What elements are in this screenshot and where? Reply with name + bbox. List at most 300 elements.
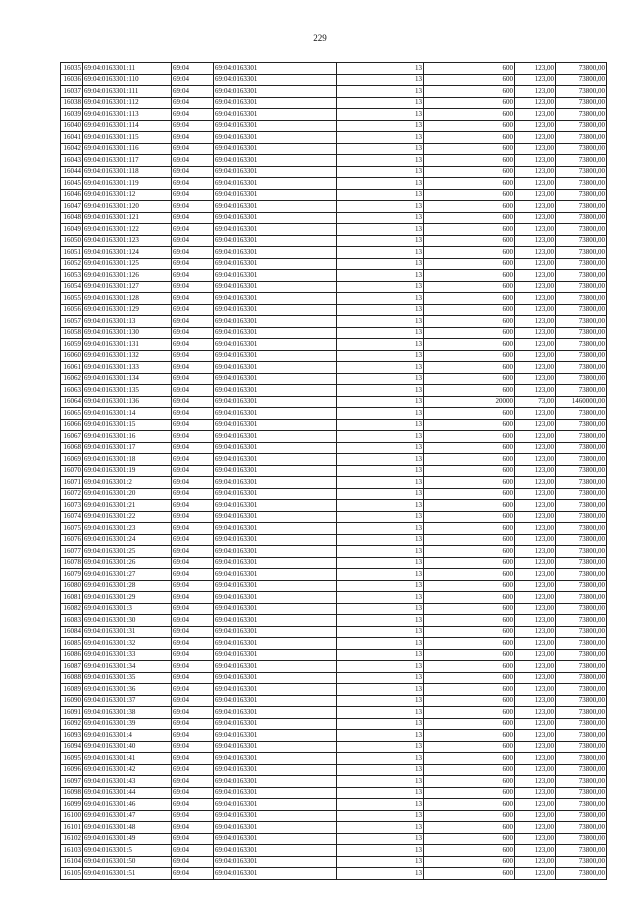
table-row bbox=[61, 856, 607, 868]
cadastral-number-cell: 69:04:0163301:32 bbox=[83, 638, 172, 650]
row-number-cell: 16062 bbox=[61, 373, 83, 385]
table-row bbox=[61, 304, 607, 316]
area-cell: 600 bbox=[424, 431, 515, 443]
region-code-cell: 69:04 bbox=[172, 626, 214, 638]
cadastral-value-cell: 73800,00 bbox=[556, 454, 607, 466]
row-number-cell: 16083 bbox=[61, 615, 83, 627]
cadastral-number-cell: 69:04:0163301:33 bbox=[83, 649, 172, 661]
region-code-cell: 69:04 bbox=[172, 442, 214, 454]
category-code-cell: 13 bbox=[337, 707, 424, 719]
row-number-cell: 16101 bbox=[61, 822, 83, 834]
table-row bbox=[61, 373, 607, 385]
unit-price-cell: 123,00 bbox=[515, 845, 556, 857]
area-cell: 600 bbox=[424, 730, 515, 742]
unit-price-cell: 123,00 bbox=[515, 385, 556, 397]
cadastral-number-cell: 69:04:0163301:31 bbox=[83, 626, 172, 638]
table-row bbox=[61, 741, 607, 753]
category-code-cell: 13 bbox=[337, 557, 424, 569]
unit-price-cell: 123,00 bbox=[515, 442, 556, 454]
table-row bbox=[61, 488, 607, 500]
category-code-cell: 13 bbox=[337, 833, 424, 845]
table-row bbox=[61, 63, 607, 75]
cadastral-value-cell: 73800,00 bbox=[556, 753, 607, 765]
row-number-cell: 16052 bbox=[61, 258, 83, 270]
cadastral-number-cell: 69:04:0163301:25 bbox=[83, 546, 172, 558]
unit-price-cell: 123,00 bbox=[515, 281, 556, 293]
area-cell: 600 bbox=[424, 86, 515, 98]
category-code-cell: 13 bbox=[337, 293, 424, 305]
cadastral-value-cell: 73800,00 bbox=[556, 97, 607, 109]
table-row bbox=[61, 684, 607, 696]
cadastral-value-cell: 73800,00 bbox=[556, 270, 607, 282]
cadastral-value-cell: 73800,00 bbox=[556, 684, 607, 696]
cadastral-block-cell: 69:04:0163301 bbox=[214, 615, 337, 627]
region-code-cell: 69:04 bbox=[172, 373, 214, 385]
cadastral-block-cell: 69:04:0163301 bbox=[214, 511, 337, 523]
cadastral-value-cell: 73800,00 bbox=[556, 316, 607, 328]
category-code-cell: 13 bbox=[337, 730, 424, 742]
table-row bbox=[61, 557, 607, 569]
cadastral-block-cell: 69:04:0163301 bbox=[214, 730, 337, 742]
category-code-cell: 13 bbox=[337, 178, 424, 190]
cadastral-block-cell: 69:04:0163301 bbox=[214, 385, 337, 397]
cadastral-number-cell: 69:04:0163301:12 bbox=[83, 189, 172, 201]
table-row bbox=[61, 419, 607, 431]
category-code-cell: 13 bbox=[337, 649, 424, 661]
cadastral-value-cell: 73800,00 bbox=[556, 626, 607, 638]
category-code-cell: 13 bbox=[337, 132, 424, 144]
unit-price-cell: 123,00 bbox=[515, 143, 556, 155]
region-code-cell: 69:04 bbox=[172, 97, 214, 109]
table-row bbox=[61, 615, 607, 627]
row-number-cell: 16050 bbox=[61, 235, 83, 247]
row-number-cell: 16099 bbox=[61, 799, 83, 811]
cadastral-value-cell: 73800,00 bbox=[556, 695, 607, 707]
cadastral-number-cell: 69:04:0163301:14 bbox=[83, 408, 172, 420]
cadastral-number-cell: 69:04:0163301:112 bbox=[83, 97, 172, 109]
cadastral-value-cell: 73800,00 bbox=[556, 166, 607, 178]
cadastral-block-cell: 69:04:0163301 bbox=[214, 316, 337, 328]
cadastral-number-cell: 69:04:0163301:48 bbox=[83, 822, 172, 834]
cadastral-block-cell: 69:04:0163301 bbox=[214, 810, 337, 822]
region-code-cell: 69:04 bbox=[172, 178, 214, 190]
unit-price-cell: 123,00 bbox=[515, 718, 556, 730]
cadastral-number-cell: 69:04:0163301:24 bbox=[83, 534, 172, 546]
table-row bbox=[61, 845, 607, 857]
row-number-cell: 16036 bbox=[61, 74, 83, 86]
category-code-cell: 13 bbox=[337, 258, 424, 270]
region-code-cell: 69:04 bbox=[172, 454, 214, 466]
category-code-cell: 13 bbox=[337, 488, 424, 500]
unit-price-cell: 123,00 bbox=[515, 764, 556, 776]
category-code-cell: 13 bbox=[337, 212, 424, 224]
cadastral-block-cell: 69:04:0163301 bbox=[214, 293, 337, 305]
cadastral-number-cell: 69:04:0163301:130 bbox=[83, 327, 172, 339]
cadastral-number-cell: 69:04:0163301:28 bbox=[83, 580, 172, 592]
cadastral-number-cell: 69:04:0163301:121 bbox=[83, 212, 172, 224]
cadastral-block-cell: 69:04:0163301 bbox=[214, 373, 337, 385]
unit-price-cell: 123,00 bbox=[515, 753, 556, 765]
cadastral-block-cell: 69:04:0163301 bbox=[214, 868, 337, 880]
row-number-cell: 16082 bbox=[61, 603, 83, 615]
row-number-cell: 16095 bbox=[61, 753, 83, 765]
unit-price-cell: 123,00 bbox=[515, 776, 556, 788]
row-number-cell: 16079 bbox=[61, 569, 83, 581]
cadastral-block-cell: 69:04:0163301 bbox=[214, 74, 337, 86]
cadastral-value-cell: 73800,00 bbox=[556, 580, 607, 592]
category-code-cell: 13 bbox=[337, 431, 424, 443]
region-code-cell: 69:04 bbox=[172, 500, 214, 512]
cadastral-value-cell: 73800,00 bbox=[556, 109, 607, 121]
area-cell: 600 bbox=[424, 523, 515, 535]
category-code-cell: 13 bbox=[337, 86, 424, 98]
unit-price-cell: 123,00 bbox=[515, 247, 556, 259]
area-cell: 600 bbox=[424, 845, 515, 857]
cadastral-value-cell: 73800,00 bbox=[556, 776, 607, 788]
unit-price-cell: 123,00 bbox=[515, 201, 556, 213]
table-row bbox=[61, 339, 607, 351]
cadastral-block-cell: 69:04:0163301 bbox=[214, 557, 337, 569]
cadastral-number-cell: 69:04:0163301:136 bbox=[83, 396, 172, 408]
unit-price-cell: 123,00 bbox=[515, 638, 556, 650]
region-code-cell: 69:04 bbox=[172, 488, 214, 500]
cadastral-number-cell: 69:04:0163301:21 bbox=[83, 500, 172, 512]
cadastral-block-cell: 69:04:0163301 bbox=[214, 626, 337, 638]
table-row bbox=[61, 787, 607, 799]
region-code-cell: 69:04 bbox=[172, 672, 214, 684]
cadastral-number-cell: 69:04:0163301:42 bbox=[83, 764, 172, 776]
row-number-cell: 16080 bbox=[61, 580, 83, 592]
cadastral-value-cell: 73800,00 bbox=[556, 132, 607, 144]
cadastral-value-cell: 73800,00 bbox=[556, 419, 607, 431]
cadastral-value-cell: 73800,00 bbox=[556, 304, 607, 316]
cadastral-block-cell: 69:04:0163301 bbox=[214, 201, 337, 213]
table-row bbox=[61, 247, 607, 259]
row-number-cell: 16100 bbox=[61, 810, 83, 822]
cadastral-block-cell: 69:04:0163301 bbox=[214, 339, 337, 351]
area-cell: 600 bbox=[424, 270, 515, 282]
unit-price-cell: 123,00 bbox=[515, 695, 556, 707]
table-row bbox=[61, 155, 607, 167]
area-cell: 600 bbox=[424, 557, 515, 569]
region-code-cell: 69:04 bbox=[172, 603, 214, 615]
cadastral-block-cell: 69:04:0163301 bbox=[214, 546, 337, 558]
cadastral-value-cell: 73800,00 bbox=[556, 247, 607, 259]
category-code-cell: 13 bbox=[337, 500, 424, 512]
unit-price-cell: 123,00 bbox=[515, 373, 556, 385]
area-cell: 600 bbox=[424, 776, 515, 788]
unit-price-cell: 123,00 bbox=[515, 810, 556, 822]
area-cell: 600 bbox=[424, 638, 515, 650]
region-code-cell: 69:04 bbox=[172, 109, 214, 121]
area-cell: 600 bbox=[424, 626, 515, 638]
cadastral-number-cell: 69:04:0163301:127 bbox=[83, 281, 172, 293]
region-code-cell: 69:04 bbox=[172, 74, 214, 86]
cadastral-number-cell: 69:04:0163301:22 bbox=[83, 511, 172, 523]
row-number-cell: 16085 bbox=[61, 638, 83, 650]
category-code-cell: 13 bbox=[337, 396, 424, 408]
cadastral-block-cell: 69:04:0163301 bbox=[214, 534, 337, 546]
row-number-cell: 16105 bbox=[61, 868, 83, 880]
table-row bbox=[61, 776, 607, 788]
region-code-cell: 69:04 bbox=[172, 350, 214, 362]
category-code-cell: 13 bbox=[337, 787, 424, 799]
area-cell: 600 bbox=[424, 477, 515, 489]
category-code-cell: 13 bbox=[337, 534, 424, 546]
cadastral-block-cell: 69:04:0163301 bbox=[214, 845, 337, 857]
unit-price-cell: 123,00 bbox=[515, 488, 556, 500]
unit-price-cell: 123,00 bbox=[515, 868, 556, 880]
table-row bbox=[61, 569, 607, 581]
unit-price-cell: 123,00 bbox=[515, 132, 556, 144]
row-number-cell: 16061 bbox=[61, 362, 83, 374]
region-code-cell: 69:04 bbox=[172, 385, 214, 397]
region-code-cell: 69:04 bbox=[172, 316, 214, 328]
table-row bbox=[61, 707, 607, 719]
category-code-cell: 13 bbox=[337, 270, 424, 282]
cadastral-block-cell: 69:04:0163301 bbox=[214, 672, 337, 684]
row-number-cell: 16059 bbox=[61, 339, 83, 351]
region-code-cell: 69:04 bbox=[172, 718, 214, 730]
table-row bbox=[61, 695, 607, 707]
category-code-cell: 13 bbox=[337, 776, 424, 788]
area-cell: 600 bbox=[424, 339, 515, 351]
unit-price-cell: 123,00 bbox=[515, 454, 556, 466]
region-code-cell: 69:04 bbox=[172, 224, 214, 236]
category-code-cell: 13 bbox=[337, 868, 424, 880]
row-number-cell: 16068 bbox=[61, 442, 83, 454]
cadastral-number-cell: 69:04:0163301:122 bbox=[83, 224, 172, 236]
region-code-cell: 69:04 bbox=[172, 465, 214, 477]
category-code-cell: 13 bbox=[337, 201, 424, 213]
category-code-cell: 13 bbox=[337, 695, 424, 707]
cadastral-block-cell: 69:04:0163301 bbox=[214, 661, 337, 673]
cadastral-block-cell: 69:04:0163301 bbox=[214, 350, 337, 362]
area-cell: 600 bbox=[424, 569, 515, 581]
cadastral-number-cell: 69:04:0163301:128 bbox=[83, 293, 172, 305]
cadastral-value-cell: 73800,00 bbox=[556, 362, 607, 374]
cadastral-number-cell: 69:04:0163301:11 bbox=[83, 63, 172, 75]
cadastral-block-cell: 69:04:0163301 bbox=[214, 833, 337, 845]
row-number-cell: 16089 bbox=[61, 684, 83, 696]
category-code-cell: 13 bbox=[337, 339, 424, 351]
area-cell: 600 bbox=[424, 120, 515, 132]
table-row bbox=[61, 523, 607, 535]
unit-price-cell: 123,00 bbox=[515, 557, 556, 569]
row-number-cell: 16066 bbox=[61, 419, 83, 431]
cadastral-number-cell: 69:04:0163301:49 bbox=[83, 833, 172, 845]
cadastral-block-cell: 69:04:0163301 bbox=[214, 189, 337, 201]
unit-price-cell: 123,00 bbox=[515, 86, 556, 98]
table-row bbox=[61, 500, 607, 512]
unit-price-cell: 123,00 bbox=[515, 569, 556, 581]
area-cell: 600 bbox=[424, 373, 515, 385]
cadastral-block-cell: 69:04:0163301 bbox=[214, 212, 337, 224]
category-code-cell: 13 bbox=[337, 764, 424, 776]
cadastral-block-cell: 69:04:0163301 bbox=[214, 304, 337, 316]
cadastral-value-cell: 73800,00 bbox=[556, 477, 607, 489]
cadastral-block-cell: 69:04:0163301 bbox=[214, 741, 337, 753]
area-cell: 600 bbox=[424, 247, 515, 259]
cadastral-value-cell: 73800,00 bbox=[556, 224, 607, 236]
region-code-cell: 69:04 bbox=[172, 477, 214, 489]
unit-price-cell: 123,00 bbox=[515, 97, 556, 109]
row-number-cell: 16035 bbox=[61, 63, 83, 75]
region-code-cell: 69:04 bbox=[172, 810, 214, 822]
unit-price-cell: 73,00 bbox=[515, 396, 556, 408]
cadastral-value-cell: 73800,00 bbox=[556, 615, 607, 627]
area-cell: 600 bbox=[424, 810, 515, 822]
cadastral-number-cell: 69:04:0163301:131 bbox=[83, 339, 172, 351]
row-number-cell: 16077 bbox=[61, 546, 83, 558]
cadastral-block-cell: 69:04:0163301 bbox=[214, 787, 337, 799]
area-cell: 600 bbox=[424, 212, 515, 224]
table-row bbox=[61, 396, 607, 408]
table-row bbox=[61, 201, 607, 213]
unit-price-cell: 123,00 bbox=[515, 534, 556, 546]
row-number-cell: 16063 bbox=[61, 385, 83, 397]
cadastral-number-cell: 69:04:0163301:17 bbox=[83, 442, 172, 454]
cadastral-value-cell: 73800,00 bbox=[556, 281, 607, 293]
cadastral-number-cell: 69:04:0163301:13 bbox=[83, 316, 172, 328]
table-row bbox=[61, 626, 607, 638]
category-code-cell: 13 bbox=[337, 718, 424, 730]
row-number-cell: 16044 bbox=[61, 166, 83, 178]
cadastral-value-cell: 73800,00 bbox=[556, 672, 607, 684]
area-cell: 600 bbox=[424, 201, 515, 213]
unit-price-cell: 123,00 bbox=[515, 166, 556, 178]
table-row bbox=[61, 109, 607, 121]
row-number-cell: 16103 bbox=[61, 845, 83, 857]
region-code-cell: 69:04 bbox=[172, 132, 214, 144]
cadastral-block-cell: 69:04:0163301 bbox=[214, 143, 337, 155]
cadastral-value-cell: 73800,00 bbox=[556, 511, 607, 523]
unit-price-cell: 123,00 bbox=[515, 155, 556, 167]
unit-price-cell: 123,00 bbox=[515, 741, 556, 753]
cadastral-number-cell: 69:04:0163301:16 bbox=[83, 431, 172, 443]
cadastral-value-cell: 73800,00 bbox=[556, 212, 607, 224]
cadastral-block-cell: 69:04:0163301 bbox=[214, 431, 337, 443]
cadastral-block-cell: 69:04:0163301 bbox=[214, 247, 337, 259]
area-cell: 600 bbox=[424, 419, 515, 431]
cadastral-block-cell: 69:04:0163301 bbox=[214, 500, 337, 512]
row-number-cell: 16071 bbox=[61, 477, 83, 489]
area-cell: 600 bbox=[424, 109, 515, 121]
region-code-cell: 69:04 bbox=[172, 63, 214, 75]
unit-price-cell: 123,00 bbox=[515, 212, 556, 224]
cadastral-number-cell: 69:04:0163301:2 bbox=[83, 477, 172, 489]
cadastral-block-cell: 69:04:0163301 bbox=[214, 856, 337, 868]
cadastral-value-cell: 73800,00 bbox=[556, 546, 607, 558]
category-code-cell: 13 bbox=[337, 477, 424, 489]
cadastral-number-cell: 69:04:0163301:124 bbox=[83, 247, 172, 259]
category-code-cell: 13 bbox=[337, 166, 424, 178]
area-cell: 600 bbox=[424, 603, 515, 615]
category-code-cell: 13 bbox=[337, 189, 424, 201]
table-row bbox=[61, 799, 607, 811]
table-row bbox=[61, 718, 607, 730]
row-number-cell: 16069 bbox=[61, 454, 83, 466]
row-number-cell: 16092 bbox=[61, 718, 83, 730]
area-cell: 600 bbox=[424, 465, 515, 477]
cadastral-value-cell: 73800,00 bbox=[556, 764, 607, 776]
cadastral-value-cell: 73800,00 bbox=[556, 603, 607, 615]
region-code-cell: 69:04 bbox=[172, 856, 214, 868]
area-cell: 600 bbox=[424, 454, 515, 466]
cadastral-block-cell: 69:04:0163301 bbox=[214, 707, 337, 719]
unit-price-cell: 123,00 bbox=[515, 707, 556, 719]
cadastral-block-cell: 69:04:0163301 bbox=[214, 776, 337, 788]
unit-price-cell: 123,00 bbox=[515, 477, 556, 489]
cadastral-value-cell: 73800,00 bbox=[556, 74, 607, 86]
row-number-cell: 16075 bbox=[61, 523, 83, 535]
cadastral-value-cell: 73800,00 bbox=[556, 799, 607, 811]
category-code-cell: 13 bbox=[337, 350, 424, 362]
cadastral-number-cell: 69:04:0163301:119 bbox=[83, 178, 172, 190]
table-row bbox=[61, 97, 607, 109]
region-code-cell: 69:04 bbox=[172, 833, 214, 845]
region-code-cell: 69:04 bbox=[172, 431, 214, 443]
category-code-cell: 13 bbox=[337, 304, 424, 316]
cadastral-number-cell: 69:04:0163301:134 bbox=[83, 373, 172, 385]
cadastral-number-cell: 69:04:0163301:118 bbox=[83, 166, 172, 178]
cadastral-value-cell: 73800,00 bbox=[556, 592, 607, 604]
cadastral-value-cell: 73800,00 bbox=[556, 258, 607, 270]
area-cell: 600 bbox=[424, 178, 515, 190]
unit-price-cell: 123,00 bbox=[515, 408, 556, 420]
cadastral-value-cell: 73800,00 bbox=[556, 86, 607, 98]
category-code-cell: 13 bbox=[337, 247, 424, 259]
cadastral-block-cell: 69:04:0163301 bbox=[214, 258, 337, 270]
cadastral-number-cell: 69:04:0163301:27 bbox=[83, 569, 172, 581]
region-code-cell: 69:04 bbox=[172, 86, 214, 98]
cadastral-number-cell: 69:04:0163301:18 bbox=[83, 454, 172, 466]
cadastral-value-cell: 73800,00 bbox=[556, 63, 607, 75]
area-cell: 600 bbox=[424, 362, 515, 374]
unit-price-cell: 123,00 bbox=[515, 109, 556, 121]
row-number-cell: 16078 bbox=[61, 557, 83, 569]
cadastral-register-table bbox=[60, 62, 607, 880]
category-code-cell: 13 bbox=[337, 155, 424, 167]
row-number-cell: 16088 bbox=[61, 672, 83, 684]
area-cell: 600 bbox=[424, 546, 515, 558]
cadastral-value-cell: 73800,00 bbox=[556, 339, 607, 351]
unit-price-cell: 123,00 bbox=[515, 304, 556, 316]
category-code-cell: 13 bbox=[337, 120, 424, 132]
cadastral-value-cell: 73800,00 bbox=[556, 500, 607, 512]
unit-price-cell: 123,00 bbox=[515, 626, 556, 638]
region-code-cell: 69:04 bbox=[172, 661, 214, 673]
cadastral-number-cell: 69:04:0163301:50 bbox=[83, 856, 172, 868]
table-row bbox=[61, 178, 607, 190]
row-number-cell: 16041 bbox=[61, 132, 83, 144]
region-code-cell: 69:04 bbox=[172, 408, 214, 420]
row-number-cell: 16056 bbox=[61, 304, 83, 316]
table-row bbox=[61, 672, 607, 684]
unit-price-cell: 123,00 bbox=[515, 833, 556, 845]
table-row bbox=[61, 465, 607, 477]
unit-price-cell: 123,00 bbox=[515, 730, 556, 742]
table-row bbox=[61, 350, 607, 362]
category-code-cell: 13 bbox=[337, 684, 424, 696]
row-number-cell: 16087 bbox=[61, 661, 83, 673]
cadastral-block-cell: 69:04:0163301 bbox=[214, 523, 337, 535]
table-row bbox=[61, 730, 607, 742]
table-row bbox=[61, 189, 607, 201]
region-code-cell: 69:04 bbox=[172, 684, 214, 696]
cadastral-value-cell: 73800,00 bbox=[556, 741, 607, 753]
cadastral-block-cell: 69:04:0163301 bbox=[214, 109, 337, 121]
